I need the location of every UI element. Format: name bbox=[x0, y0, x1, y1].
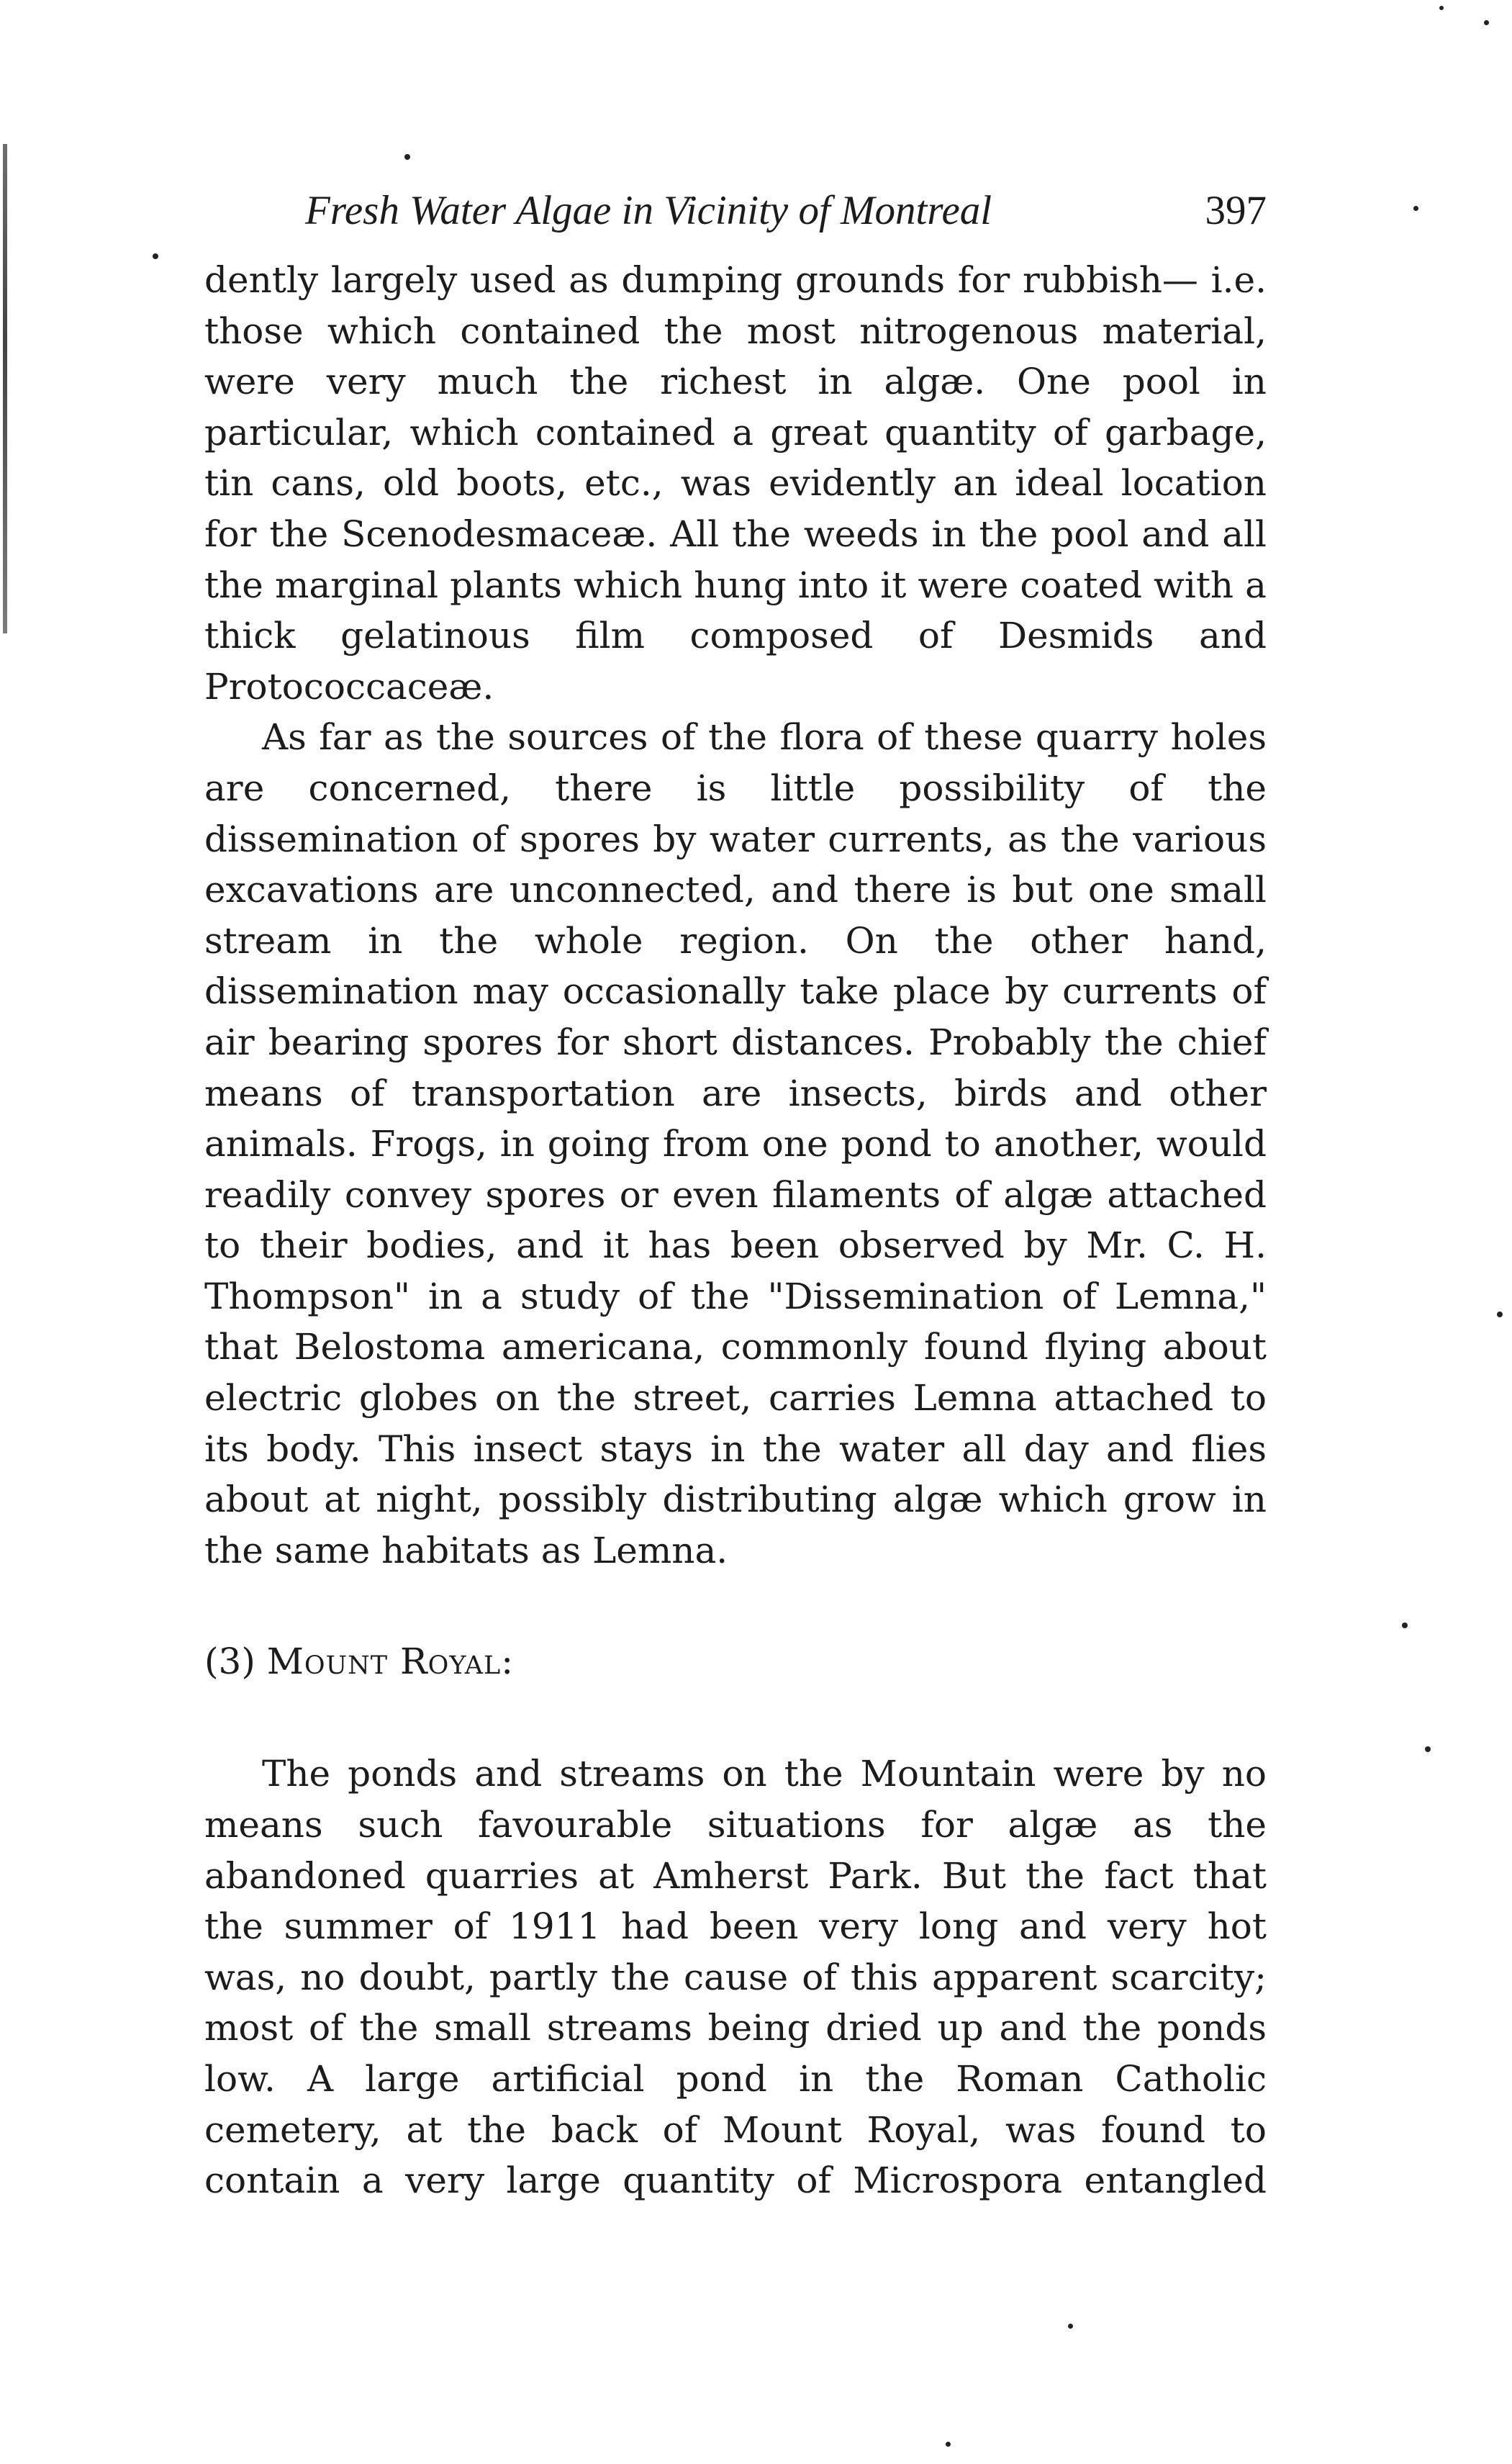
running-head-title: Fresh Water Algae in Vicinity of Montreal bbox=[305, 188, 992, 233]
scan-speck bbox=[1425, 1746, 1431, 1752]
section-title: Mount Royal: bbox=[266, 1641, 515, 1683]
scan-speck bbox=[1402, 1623, 1408, 1628]
scan-speck bbox=[1068, 2324, 1073, 2329]
scan-speck bbox=[153, 253, 158, 259]
paragraph-flora-sources: As far as the sources of the flora of these quarry holes are concerned, there is little possibility of the dissemination of spores by water currents, as the various excavations are unconnected, and there is but one small stream in the whole region. On the other hand, dissemination may occasionally take place by currents of air bearing spores for short distances. Probably the chief means of transportation are insects, birds and other animals. Frogs, in going from one pond to another, would readily convey spores or even filaments of algæ attached to their bodies, and it has been observed by Mr. C. H. Thompson" in a study of the "Dissemination of Lemna," that Belostoma americana, commonly found flying about electric globes on the street, carries Lemna attached to its body. This insect stays in the water all day and flies about at night, possibly distributing algæ which grow in the same habitats as Lemna. bbox=[204, 716, 1267, 1571]
section-heading bbox=[204, 1636, 1267, 1687]
scan-speck bbox=[1497, 1312, 1503, 1317]
page-number: 397 bbox=[1205, 188, 1267, 233]
scan-speck bbox=[1413, 206, 1418, 211]
section-number: (3) bbox=[204, 1641, 255, 1683]
scan-speck bbox=[404, 154, 410, 160]
scan-speck bbox=[1439, 6, 1444, 10]
scan-speck bbox=[946, 2442, 951, 2447]
scan-edge-shadow bbox=[3, 144, 7, 633]
paragraph-mount-royal: The ponds and streams on the Mountain were by no means such favourable situations for algæ as the abandoned quarries at Amherst Park. But the fact that the summer of 1911 had been very long and very hot was, no doubt, partly the cause of this apparent scarcity; most of the small streams being dried up and the ponds low. A large artificial pond in the Roman Catholic cemetery, at the back of Mount Royal, was found to contain a very large quantity of Microspora entangled bbox=[204, 1753, 1267, 2202]
body-text bbox=[204, 255, 1267, 2206]
book-page bbox=[204, 179, 1267, 2206]
paragraph-quarry-pools: dently largely used as dumping grounds for rubbish— i.e. those which contained the most nitrogenous material, were very much the richest in algæ. One pool in particular, which contained a great quantity of garbage, tin cans, old boots, etc., was evidently an ideal location for the Scenodesmaceæ. All the weeds in the pool and all the marginal plants which hung into it were coated with a thick gelatinous film composed of Desmids and Protococcaceæ. bbox=[204, 259, 1267, 708]
running-head bbox=[204, 179, 1267, 243]
scan-speck bbox=[1484, 20, 1489, 25]
